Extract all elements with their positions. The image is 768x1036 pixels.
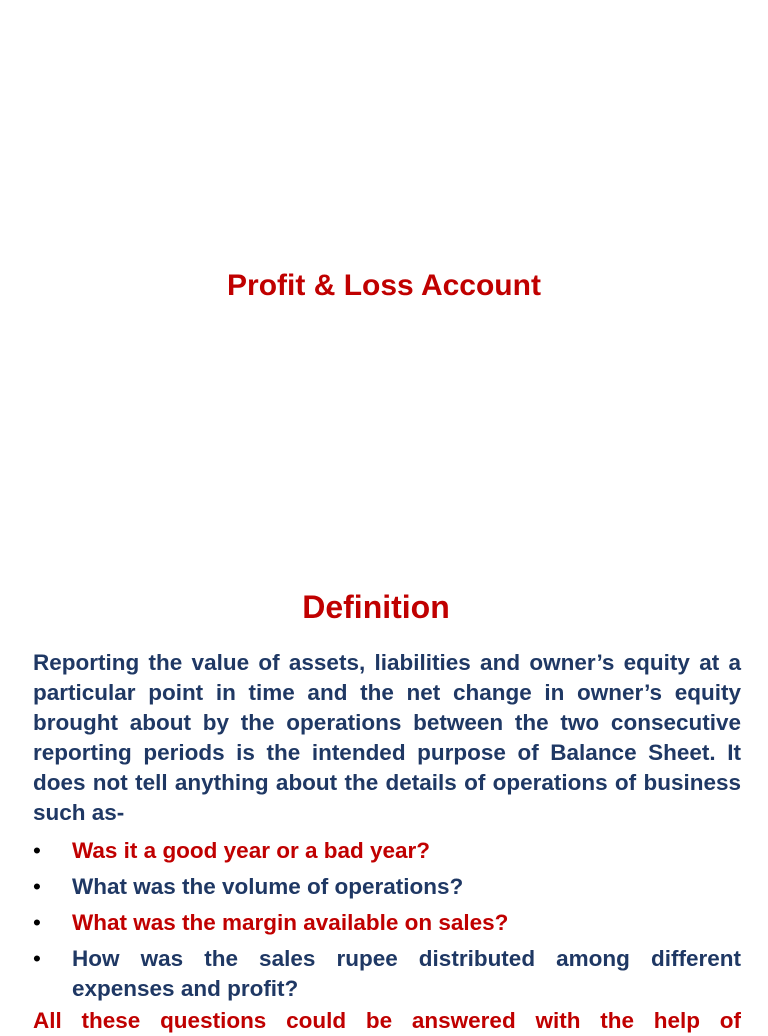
bullet-icon: •: [33, 838, 41, 863]
definition-heading: Definition: [302, 589, 450, 625]
list-item: [33, 908, 741, 938]
bullet-icon: •: [33, 946, 41, 971]
list-item: [33, 872, 741, 902]
bullet-icon: •: [33, 874, 41, 899]
list-item-text: What was the volume of operations?: [72, 874, 464, 899]
question-list: [33, 836, 741, 1010]
list-item-text: Was it a good year or a bad year?: [72, 838, 431, 863]
list-item-text: How was the sales rupee distributed among different expenses and profit?: [72, 946, 741, 1001]
definition-paragraph: Reporting the value of assets, liabilities and owner’s equity at a particular point in time and the net change in owner’s equity brought about by the operations between the two consecutive reporting periods is the intended purpose of Balance Sheet. It does not tell anything about the details of operations of business such as-: [33, 650, 741, 825]
closing-text: All these questions could be answered with the help of: [33, 1008, 741, 1033]
bullet-icon: •: [33, 910, 41, 935]
slide-title: Profit & Loss Account: [227, 269, 541, 302]
list-item: [33, 836, 741, 866]
list-item: [33, 944, 741, 1004]
list-item-text: What was the margin available on sales?: [72, 910, 509, 935]
